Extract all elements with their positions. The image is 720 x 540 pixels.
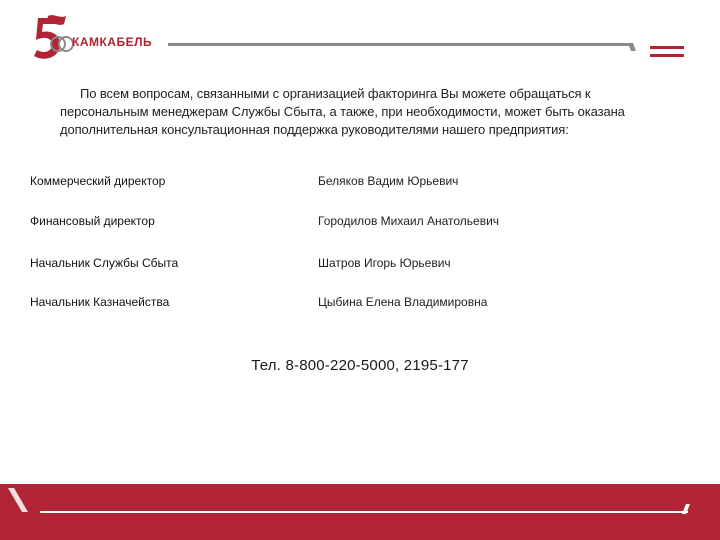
contact-row bbox=[30, 295, 690, 315]
contact-name: Беляков Вадим Юрьевич bbox=[318, 174, 459, 188]
contact-role: Начальник Службы Сбыта bbox=[30, 256, 179, 270]
footer-divider bbox=[40, 511, 688, 513]
header-accent-mark bbox=[648, 44, 686, 60]
header-divider bbox=[168, 43, 633, 46]
footer-divider-tail bbox=[682, 504, 696, 514]
contact-name: Цыбина Елена Владимировна bbox=[318, 295, 488, 309]
contact-row bbox=[30, 174, 690, 194]
company-logo bbox=[30, 14, 162, 70]
contact-row bbox=[30, 256, 690, 276]
contact-role: Начальник Казначейства bbox=[30, 295, 170, 309]
phone-number: Тел. 8-800-220-5000, 2195-177 bbox=[251, 357, 469, 374]
header-divider-tail bbox=[628, 43, 638, 53]
contact-row bbox=[30, 214, 690, 234]
contact-role: Финансовый директор bbox=[30, 214, 155, 228]
contact-name: Городилов Михаил Анатольевич bbox=[318, 214, 500, 228]
footer-corner-mark bbox=[8, 488, 38, 512]
contact-name: Шатров Игорь Юрьевич bbox=[318, 256, 451, 270]
contact-role: Коммерческий директор bbox=[30, 174, 166, 188]
logo-text: КАМКАБЕЛЬ bbox=[72, 35, 153, 49]
intro-paragraph: По всем вопросам, связанными с организацией факторинга Вы можете обращаться к персональным менеджерам Службы Сбыта, а также, при необходимости, может быть оказана дополнительная консультационная поддержка руководителями нашего предприятия: bbox=[60, 86, 625, 137]
